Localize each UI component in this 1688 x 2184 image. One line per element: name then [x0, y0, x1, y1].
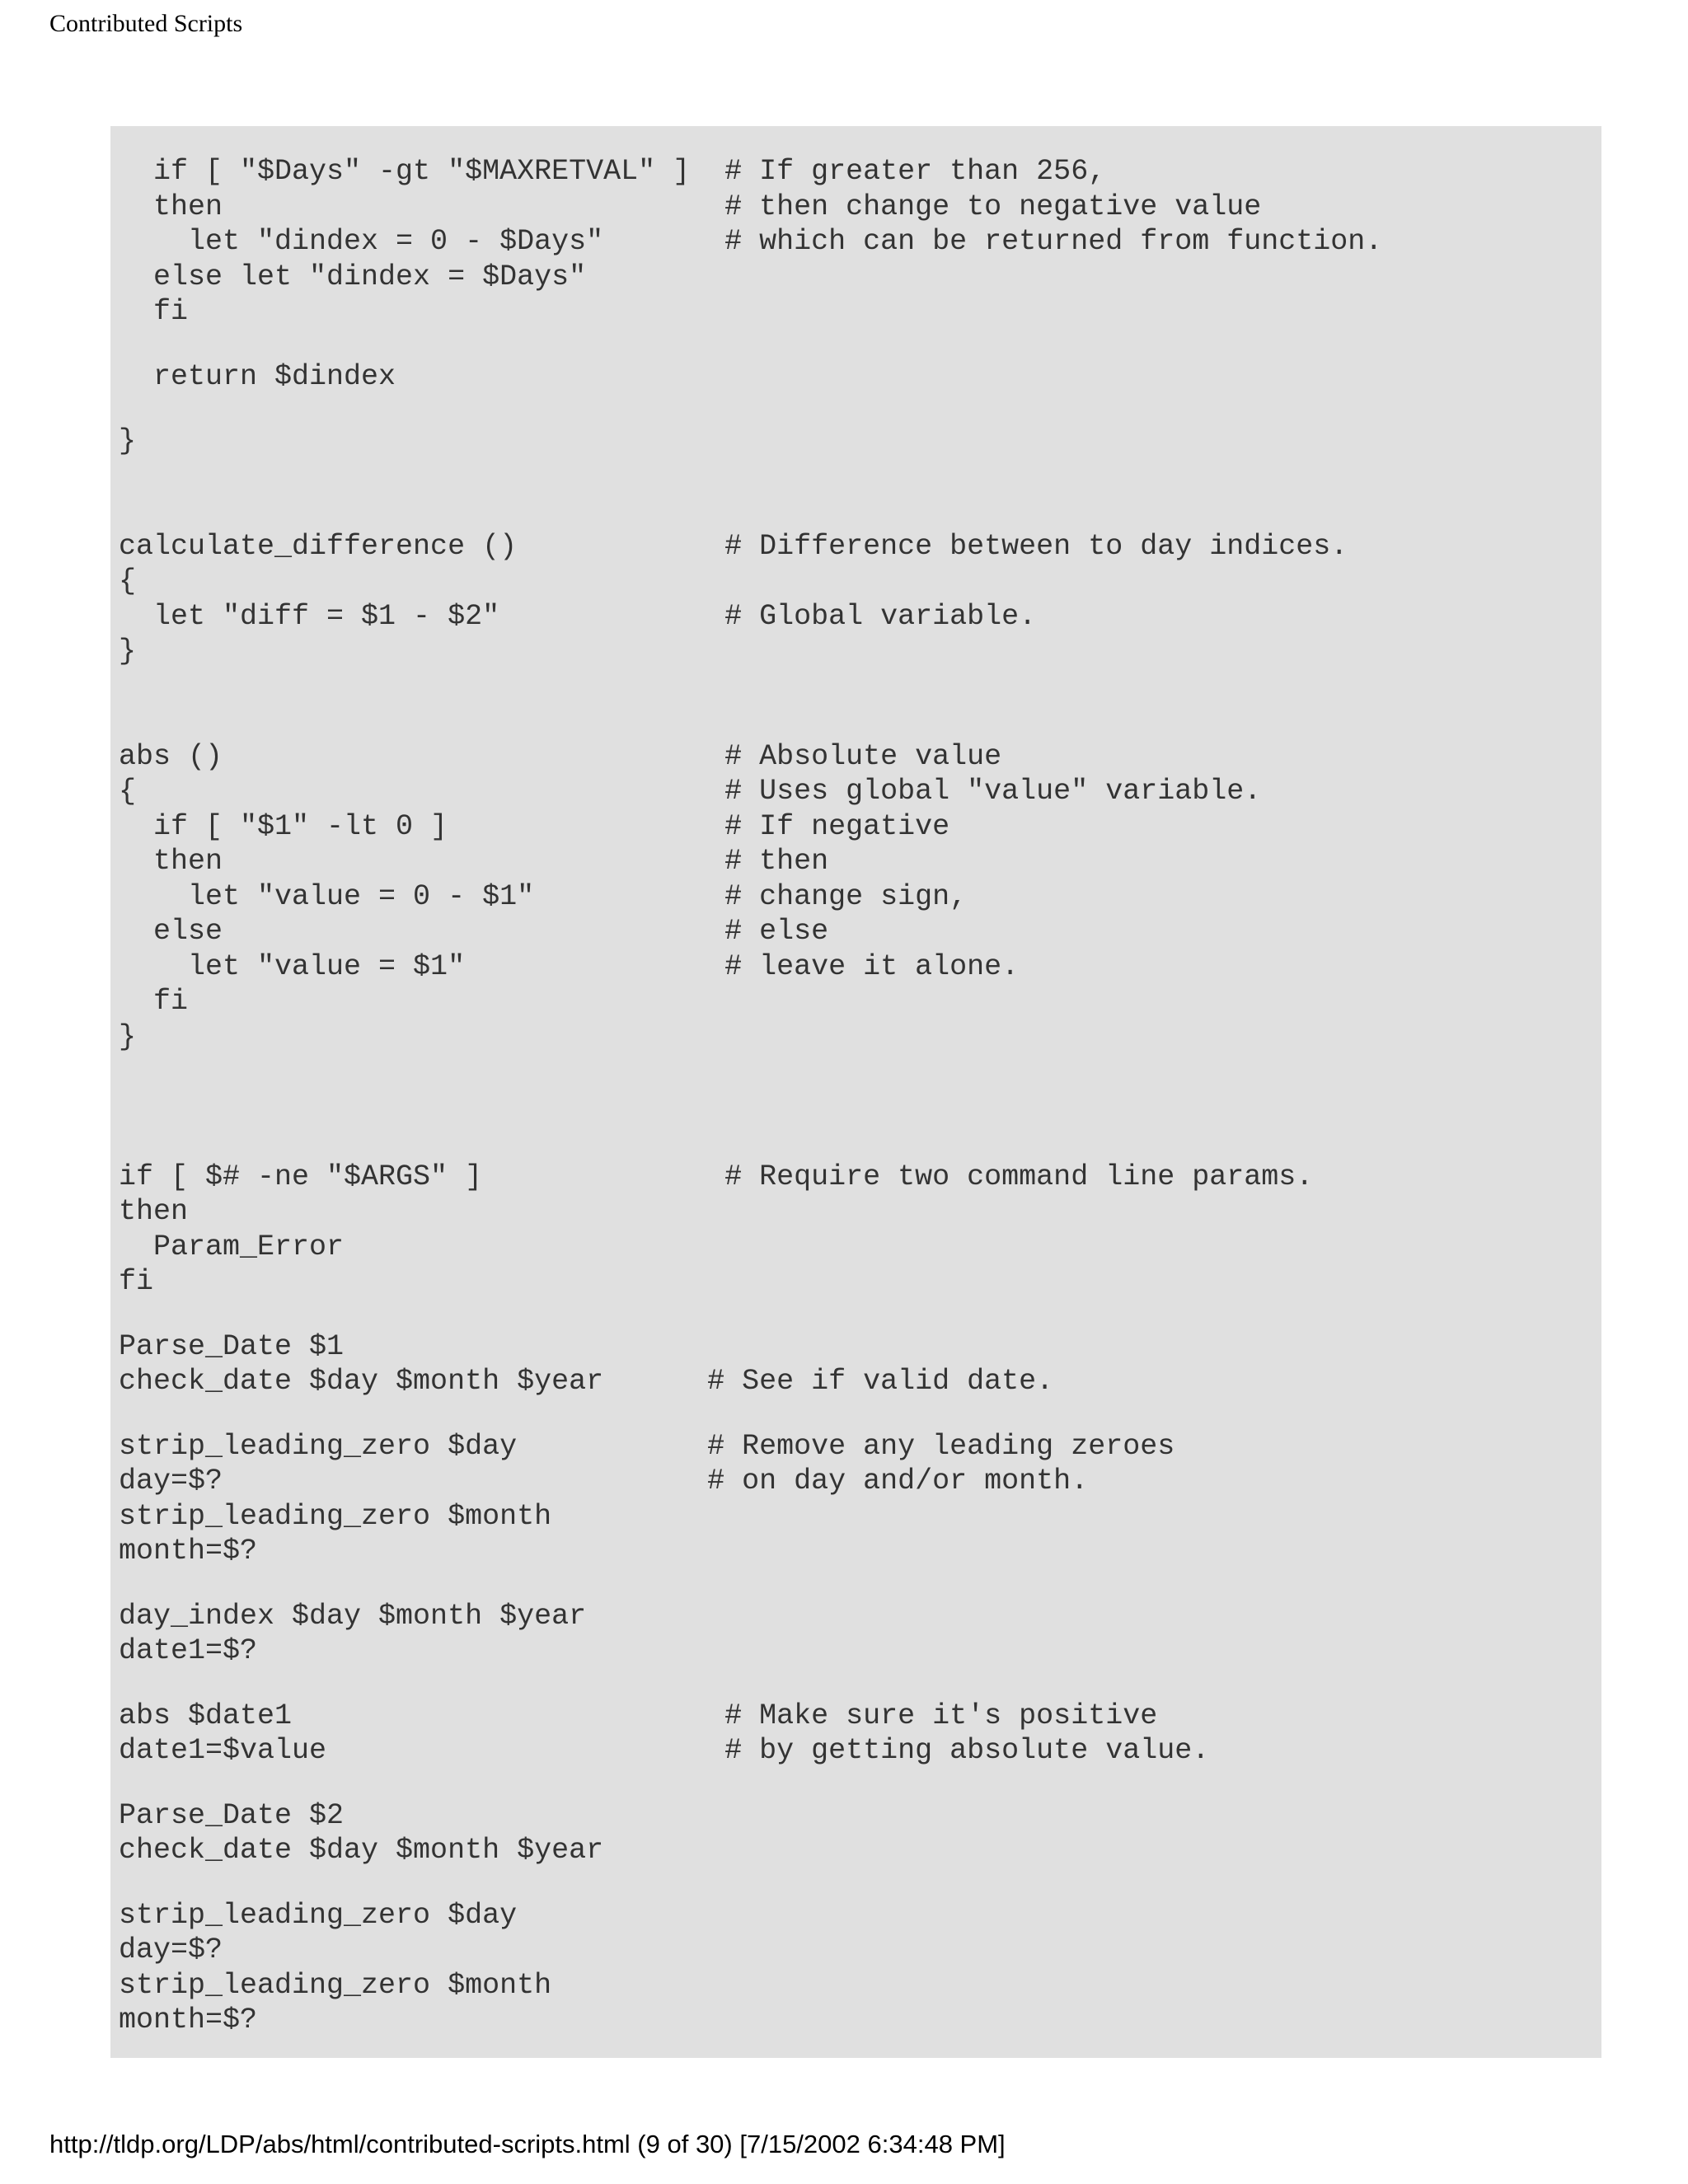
code-line — [119, 1669, 1382, 1699]
code-line: strip_leading_zero $month — [119, 1968, 552, 2002]
code-line — [119, 494, 1382, 529]
code-line: day=$? — [119, 1933, 223, 1966]
code-line — [119, 1769, 1382, 1798]
code-line: abs () # Absolute value — [119, 739, 1002, 773]
code-line: fi — [119, 1265, 154, 1298]
code-line: Parse_Date $2 — [119, 1798, 345, 1832]
code-line — [119, 1300, 1382, 1329]
code-line — [119, 669, 1382, 705]
code-line: check_date $day $month $year — [119, 1834, 604, 1867]
code-line: then # then — [119, 845, 829, 878]
code-line: let "value = 0 - $1" # change sign, — [119, 879, 968, 913]
code-line: Param_Error — [119, 1230, 345, 1263]
code-line — [119, 1124, 1382, 1160]
code-block — [110, 126, 1601, 2058]
code-line: } — [119, 424, 137, 457]
code-line — [119, 1090, 1382, 1125]
code-line: abs $date1 # Make sure it's positive — [119, 1699, 1158, 1732]
code-line: let "dindex = 0 - $Days" # which can be returned from function. — [119, 225, 1383, 258]
code-line: if [ $# -ne "$ARGS" ] # Require two command line params. — [119, 1160, 1314, 1193]
code-line: strip_leading_zero $day # Remove any leading zeroes — [119, 1429, 1175, 1463]
code-line — [119, 330, 1382, 359]
code-line — [119, 1399, 1382, 1429]
code-line: day_index $day $month $year — [119, 1599, 587, 1633]
code-line: then # then change to negative value — [119, 190, 1262, 223]
code-line: date1=$? — [119, 1634, 258, 1667]
code-line: month=$? — [119, 1535, 258, 1568]
code-line: calculate_difference () # Difference between to day indices. — [119, 529, 1348, 563]
code-line: let "diff = $1 - $2" # Global variable. — [119, 599, 1037, 633]
code-line: month=$? — [119, 2004, 258, 2036]
code-line: fi — [119, 985, 189, 1018]
code-listing — [119, 154, 1382, 2038]
code-line: else let "dindex = $Days" — [119, 260, 587, 293]
code-line: then — [119, 1195, 189, 1228]
code-line — [119, 1054, 1382, 1090]
code-line — [119, 1569, 1382, 1599]
code-line: else # else — [119, 915, 829, 948]
code-line — [119, 1868, 1382, 1898]
code-line: { — [119, 565, 137, 598]
code-line: strip_leading_zero $day — [119, 1898, 518, 1932]
code-line — [119, 459, 1382, 494]
code-line: } — [119, 635, 137, 668]
code-line — [119, 704, 1382, 739]
code-line: Parse_Date $1 — [119, 1329, 345, 1363]
code-line: let "value = $1" # leave it alone. — [119, 949, 1020, 983]
code-line: check_date $day $month $year # See if valid date. — [119, 1365, 1054, 1398]
page-title: Contributed Scripts — [49, 10, 243, 37]
page-footer-url: http://tldp.org/LDP/abs/html/contributed-scripts.html (9 of 30) [7/15/2002 6:34:48 PM] — [49, 2130, 1006, 2158]
code-line: strip_leading_zero $month — [119, 1499, 552, 1533]
code-line: fi — [119, 295, 189, 328]
code-line: day=$? # on day and/or month. — [119, 1465, 1089, 1497]
code-line: if [ "$Days" -gt "$MAXRETVAL" ] # If greater than 256, — [119, 155, 1106, 188]
code-line: if [ "$1" -lt 0 ] # If negative — [119, 809, 950, 843]
code-line: date1=$value # by getting absolute value. — [119, 1734, 1210, 1767]
code-line: { # Uses global "value" variable. — [119, 775, 1262, 808]
code-line: return $dindex — [119, 359, 396, 393]
code-line — [119, 394, 1382, 424]
code-line: } — [119, 1019, 137, 1053]
